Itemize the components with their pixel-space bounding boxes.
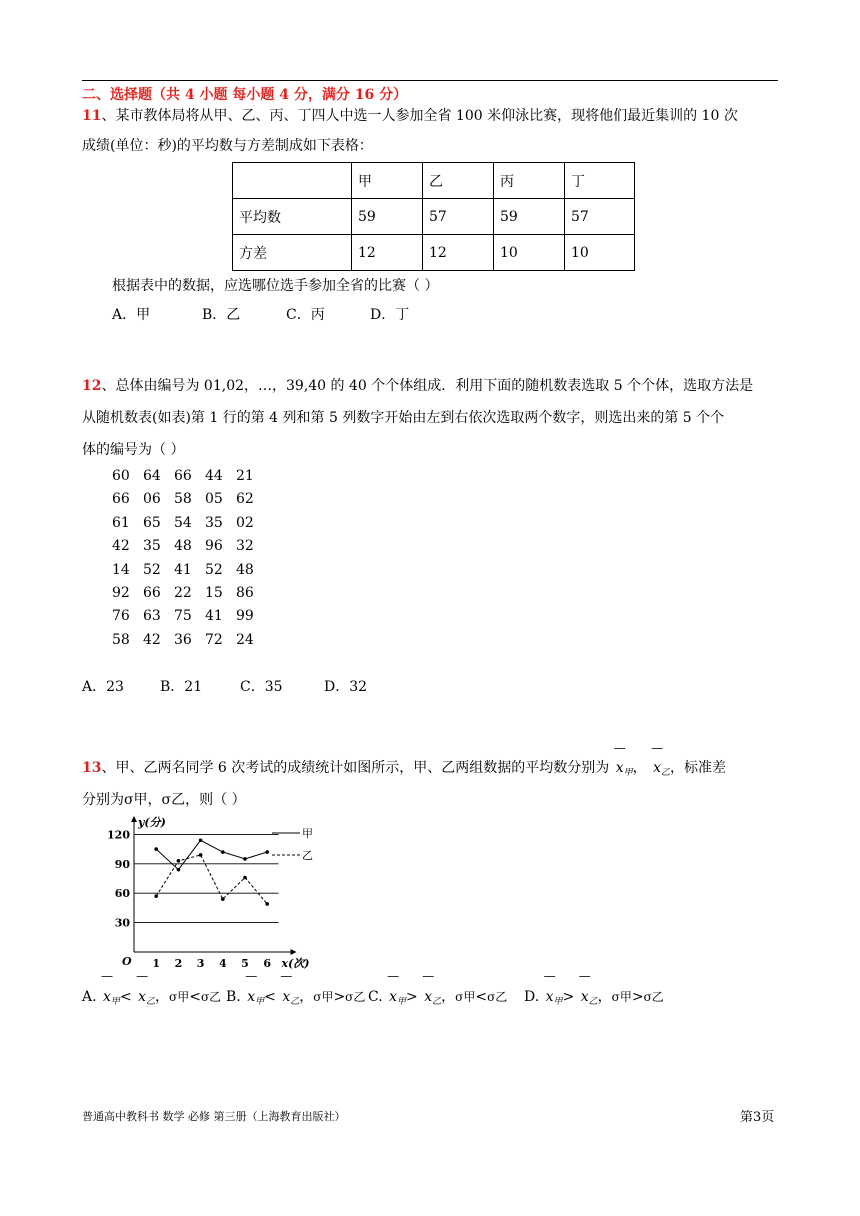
x-axis-label: x(次)	[281, 957, 310, 970]
table-row	[112, 491, 267, 507]
x-tick-label: 4	[218, 957, 227, 970]
data-point	[199, 853, 203, 857]
option-label: B.	[226, 989, 241, 1005]
sub-jia: 甲	[623, 768, 633, 778]
x-symbol: x	[247, 989, 256, 1005]
xbar-yi	[282, 989, 299, 1007]
random-number: 58	[174, 491, 192, 508]
random-number: 42	[143, 631, 161, 648]
data-point	[154, 894, 158, 898]
q11-option-a: A．甲	[112, 307, 151, 323]
data-point	[221, 897, 225, 901]
table-cell: 10	[494, 235, 565, 271]
series-line-jia	[156, 840, 267, 869]
table-cell: 甲	[352, 163, 423, 199]
random-number: 63	[143, 608, 161, 625]
q11-option-d: D．丁	[370, 307, 410, 323]
random-number: 35	[205, 514, 223, 531]
data-point	[243, 876, 247, 880]
random-number: 15	[205, 585, 223, 601]
table-cell: 59	[494, 199, 565, 235]
data-point	[177, 868, 181, 872]
q13-text1b: ，标准差	[670, 760, 727, 776]
xbar-jia	[247, 989, 264, 1007]
option-label: A.	[82, 989, 97, 1005]
data-point	[265, 850, 269, 854]
random-number: 75	[174, 608, 192, 625]
q11-text1: 、某市教体局将从甲、乙、丙、丁四人中选一人参加全省 100 米仰泳比赛，现将他们最近集训的 10 次	[101, 108, 738, 124]
footer-book-title: 普通高中教科书 数学 必修 第三册（上海教育出版社）	[82, 1110, 346, 1123]
y-tick-label: 90	[114, 857, 130, 871]
random-number: 42	[112, 538, 130, 555]
section-title: 二、选择题（共 4 小题 每小题 4 分，满分 16 分）	[82, 87, 408, 103]
stats-table	[232, 162, 635, 271]
table-cell: 57	[565, 199, 635, 235]
y-axis-arrow	[131, 816, 137, 822]
header-rule	[82, 80, 778, 81]
comma: ，	[632, 760, 647, 776]
x-symbol: x	[389, 989, 398, 1005]
footer-page-number: 第3页	[740, 1110, 775, 1125]
relation-mean: <	[264, 989, 276, 1005]
table-row	[112, 585, 267, 601]
legend-label: 甲	[302, 827, 313, 840]
data-point	[243, 857, 247, 861]
sigma-jia: σ甲	[611, 990, 632, 1004]
sub-jia: 甲	[110, 997, 120, 1007]
random-number: 48	[174, 538, 192, 555]
q12-number: 12	[82, 378, 102, 394]
sigma-jia: σ甲	[455, 990, 476, 1004]
sigma-yi: σ乙	[487, 990, 508, 1004]
table-cell: 57	[423, 199, 494, 235]
random-number: 41	[205, 608, 223, 625]
q11-option-c: C．丙	[286, 307, 325, 323]
table-row	[233, 235, 635, 271]
sub-yi: 乙	[588, 997, 598, 1007]
table-cell	[233, 163, 352, 199]
q11-line1	[82, 106, 738, 126]
x-symbol: x	[103, 989, 111, 1005]
random-number: 99	[236, 608, 254, 625]
data-point	[221, 850, 225, 854]
sub-jia: 甲	[255, 997, 265, 1007]
table-row	[112, 608, 267, 624]
x-tick-label: 5	[241, 957, 249, 970]
q13-line2: 分别为σ甲，σ乙，则（ ）	[82, 792, 246, 808]
y-tick-label: 60	[114, 887, 130, 901]
relation-mean: <	[119, 989, 132, 1005]
table-cell: 丙	[494, 163, 565, 199]
random-number: 62	[236, 491, 254, 508]
xbar-yi	[653, 758, 670, 783]
x-tick-label: 3	[196, 957, 205, 970]
table-row	[233, 163, 635, 199]
q13-option-c	[368, 986, 507, 1007]
q13-number: 13	[82, 760, 102, 776]
y-axis-label: y(分)	[138, 816, 166, 829]
x-symbol: x	[615, 760, 624, 776]
q13-line1	[82, 758, 726, 783]
q12-text1: 、总体由编号为 01,02，…，39,40 的 40 个个体组成．利用下面的随机数表选取 5 个个体，选取方法是	[101, 378, 754, 394]
table-cell: 丁	[565, 163, 635, 199]
data-point	[265, 902, 269, 906]
relation-sd: >	[333, 989, 346, 1005]
x-symbol: x	[545, 989, 554, 1005]
q12-line2: 从随机数表(如表)第 1 行的第 4 列和第 5 列数字开始由左到右依次选取两个数字，则选出来的第 5 个个	[82, 410, 725, 426]
table-row	[112, 468, 267, 484]
q12-option-d: D．32	[324, 679, 368, 695]
relation-mean: >	[406, 989, 418, 1005]
q13-text1: 、甲、乙两名同学 6 次考试的成绩统计如图所示，甲、乙两组数据的平均数分别为	[101, 760, 610, 776]
x-symbol: x	[580, 989, 589, 1005]
sigma-yi: σ乙	[643, 990, 664, 1004]
random-number: 66	[112, 491, 130, 508]
random-number: 05	[205, 491, 223, 508]
xbar-jia	[546, 989, 563, 1007]
random-number: 60	[112, 468, 130, 484]
q12-line3: 体的编号为（ ）	[82, 442, 185, 458]
relation-mean: >	[562, 989, 575, 1005]
q11-line2: 成绩(单位：秒)的平均数与方差制成如下表格：	[82, 138, 373, 154]
legend-label: 乙	[302, 849, 313, 862]
table-cell: 59	[352, 199, 423, 235]
q12-option-c: C．35	[240, 679, 283, 695]
q12-option-b: B．21	[160, 679, 203, 695]
data-point	[154, 847, 158, 851]
comma: ，	[299, 989, 314, 1005]
x-symbol: x	[424, 989, 433, 1005]
sigma-jia: σ甲	[169, 990, 190, 1004]
y-tick-label: 30	[114, 916, 130, 930]
xbar-yi	[138, 989, 155, 1007]
table-row	[112, 632, 267, 648]
random-number: 54	[174, 514, 192, 531]
q13-option-a	[82, 986, 221, 1007]
data-point	[199, 838, 203, 842]
relation-sd: >	[631, 989, 644, 1005]
option-label: D.	[524, 989, 540, 1005]
data-point	[177, 859, 181, 863]
xbar-yi	[581, 989, 598, 1007]
table-cell: 方差	[233, 235, 352, 271]
y-tick-label: 120	[107, 828, 130, 842]
random-number: 44	[205, 468, 223, 484]
random-number: 52	[205, 561, 223, 578]
sigma-jia: σ甲	[313, 990, 334, 1004]
table-row	[112, 538, 267, 554]
xbar-jia	[616, 758, 633, 783]
random-number: 41	[174, 561, 192, 578]
random-number: 66	[143, 585, 161, 601]
xbar-yi	[424, 989, 441, 1007]
q11-option-b: B．乙	[202, 307, 241, 323]
relation-sd: <	[189, 989, 201, 1005]
random-number: 65	[143, 514, 161, 531]
xbar-jia	[103, 989, 120, 1007]
sub-yi: 乙	[146, 997, 156, 1007]
series-line-yi	[156, 855, 267, 904]
random-number: 61	[112, 514, 130, 531]
comma: ，	[441, 989, 456, 1005]
table-cell: 平均数	[233, 199, 352, 235]
random-number: 14	[112, 561, 130, 578]
sub-yi: 乙	[661, 768, 671, 778]
x-symbol: x	[653, 760, 662, 776]
q13-option-d	[524, 986, 664, 1007]
table-cell: 12	[423, 235, 494, 271]
random-number: 64	[143, 468, 161, 484]
q11-prompt: 根据表中的数据，应选哪位选手参加全省的比赛（ ）	[112, 278, 439, 294]
q13-option-b	[226, 986, 365, 1007]
origin-label: O	[122, 955, 132, 968]
comma: ，	[597, 989, 612, 1005]
random-number: 02	[236, 514, 254, 531]
random-number: 86	[236, 585, 254, 601]
sub-jia: 甲	[397, 997, 407, 1007]
comma: ，	[155, 989, 170, 1005]
table-row	[233, 199, 635, 235]
random-number: 76	[112, 608, 130, 625]
table-cell: 10	[565, 235, 635, 271]
random-number: 21	[236, 468, 254, 484]
x-tick-label: 6	[263, 957, 272, 970]
table-row	[112, 515, 267, 531]
random-number: 58	[112, 631, 130, 648]
random-number: 36	[174, 631, 192, 648]
relation-sd: <	[475, 989, 488, 1005]
option-label: C.	[368, 989, 383, 1005]
random-number: 22	[174, 585, 192, 601]
q11-number: 11	[82, 108, 102, 124]
random-number: 72	[205, 631, 223, 648]
random-number: 48	[236, 561, 254, 578]
sigma-yi: σ乙	[345, 990, 366, 1004]
table-row	[112, 562, 267, 578]
random-number: 52	[143, 561, 161, 578]
table-cell: 乙	[423, 163, 494, 199]
random-number: 92	[112, 585, 130, 601]
random-number: 06	[143, 491, 161, 508]
x-axis-arrow	[291, 949, 297, 955]
random-number: 32	[236, 538, 254, 555]
q12-option-a: A．23	[82, 679, 124, 695]
x-symbol: x	[138, 989, 147, 1005]
sigma-yi: σ乙	[200, 990, 222, 1004]
sub-yi: 乙	[432, 997, 442, 1007]
sub-jia: 甲	[553, 997, 563, 1007]
sub-yi: 乙	[290, 997, 300, 1007]
q12-line1	[82, 376, 753, 396]
random-number: 24	[236, 631, 254, 648]
random-number: 66	[174, 468, 192, 484]
score-line-chart	[100, 812, 340, 972]
table-cell: 12	[352, 235, 423, 271]
x-tick-label: 2	[174, 957, 183, 970]
xbar-jia	[389, 989, 406, 1007]
x-tick-label: 1	[152, 957, 161, 970]
random-number: 35	[143, 538, 161, 555]
x-symbol: x	[282, 989, 291, 1005]
random-number: 96	[205, 538, 223, 555]
